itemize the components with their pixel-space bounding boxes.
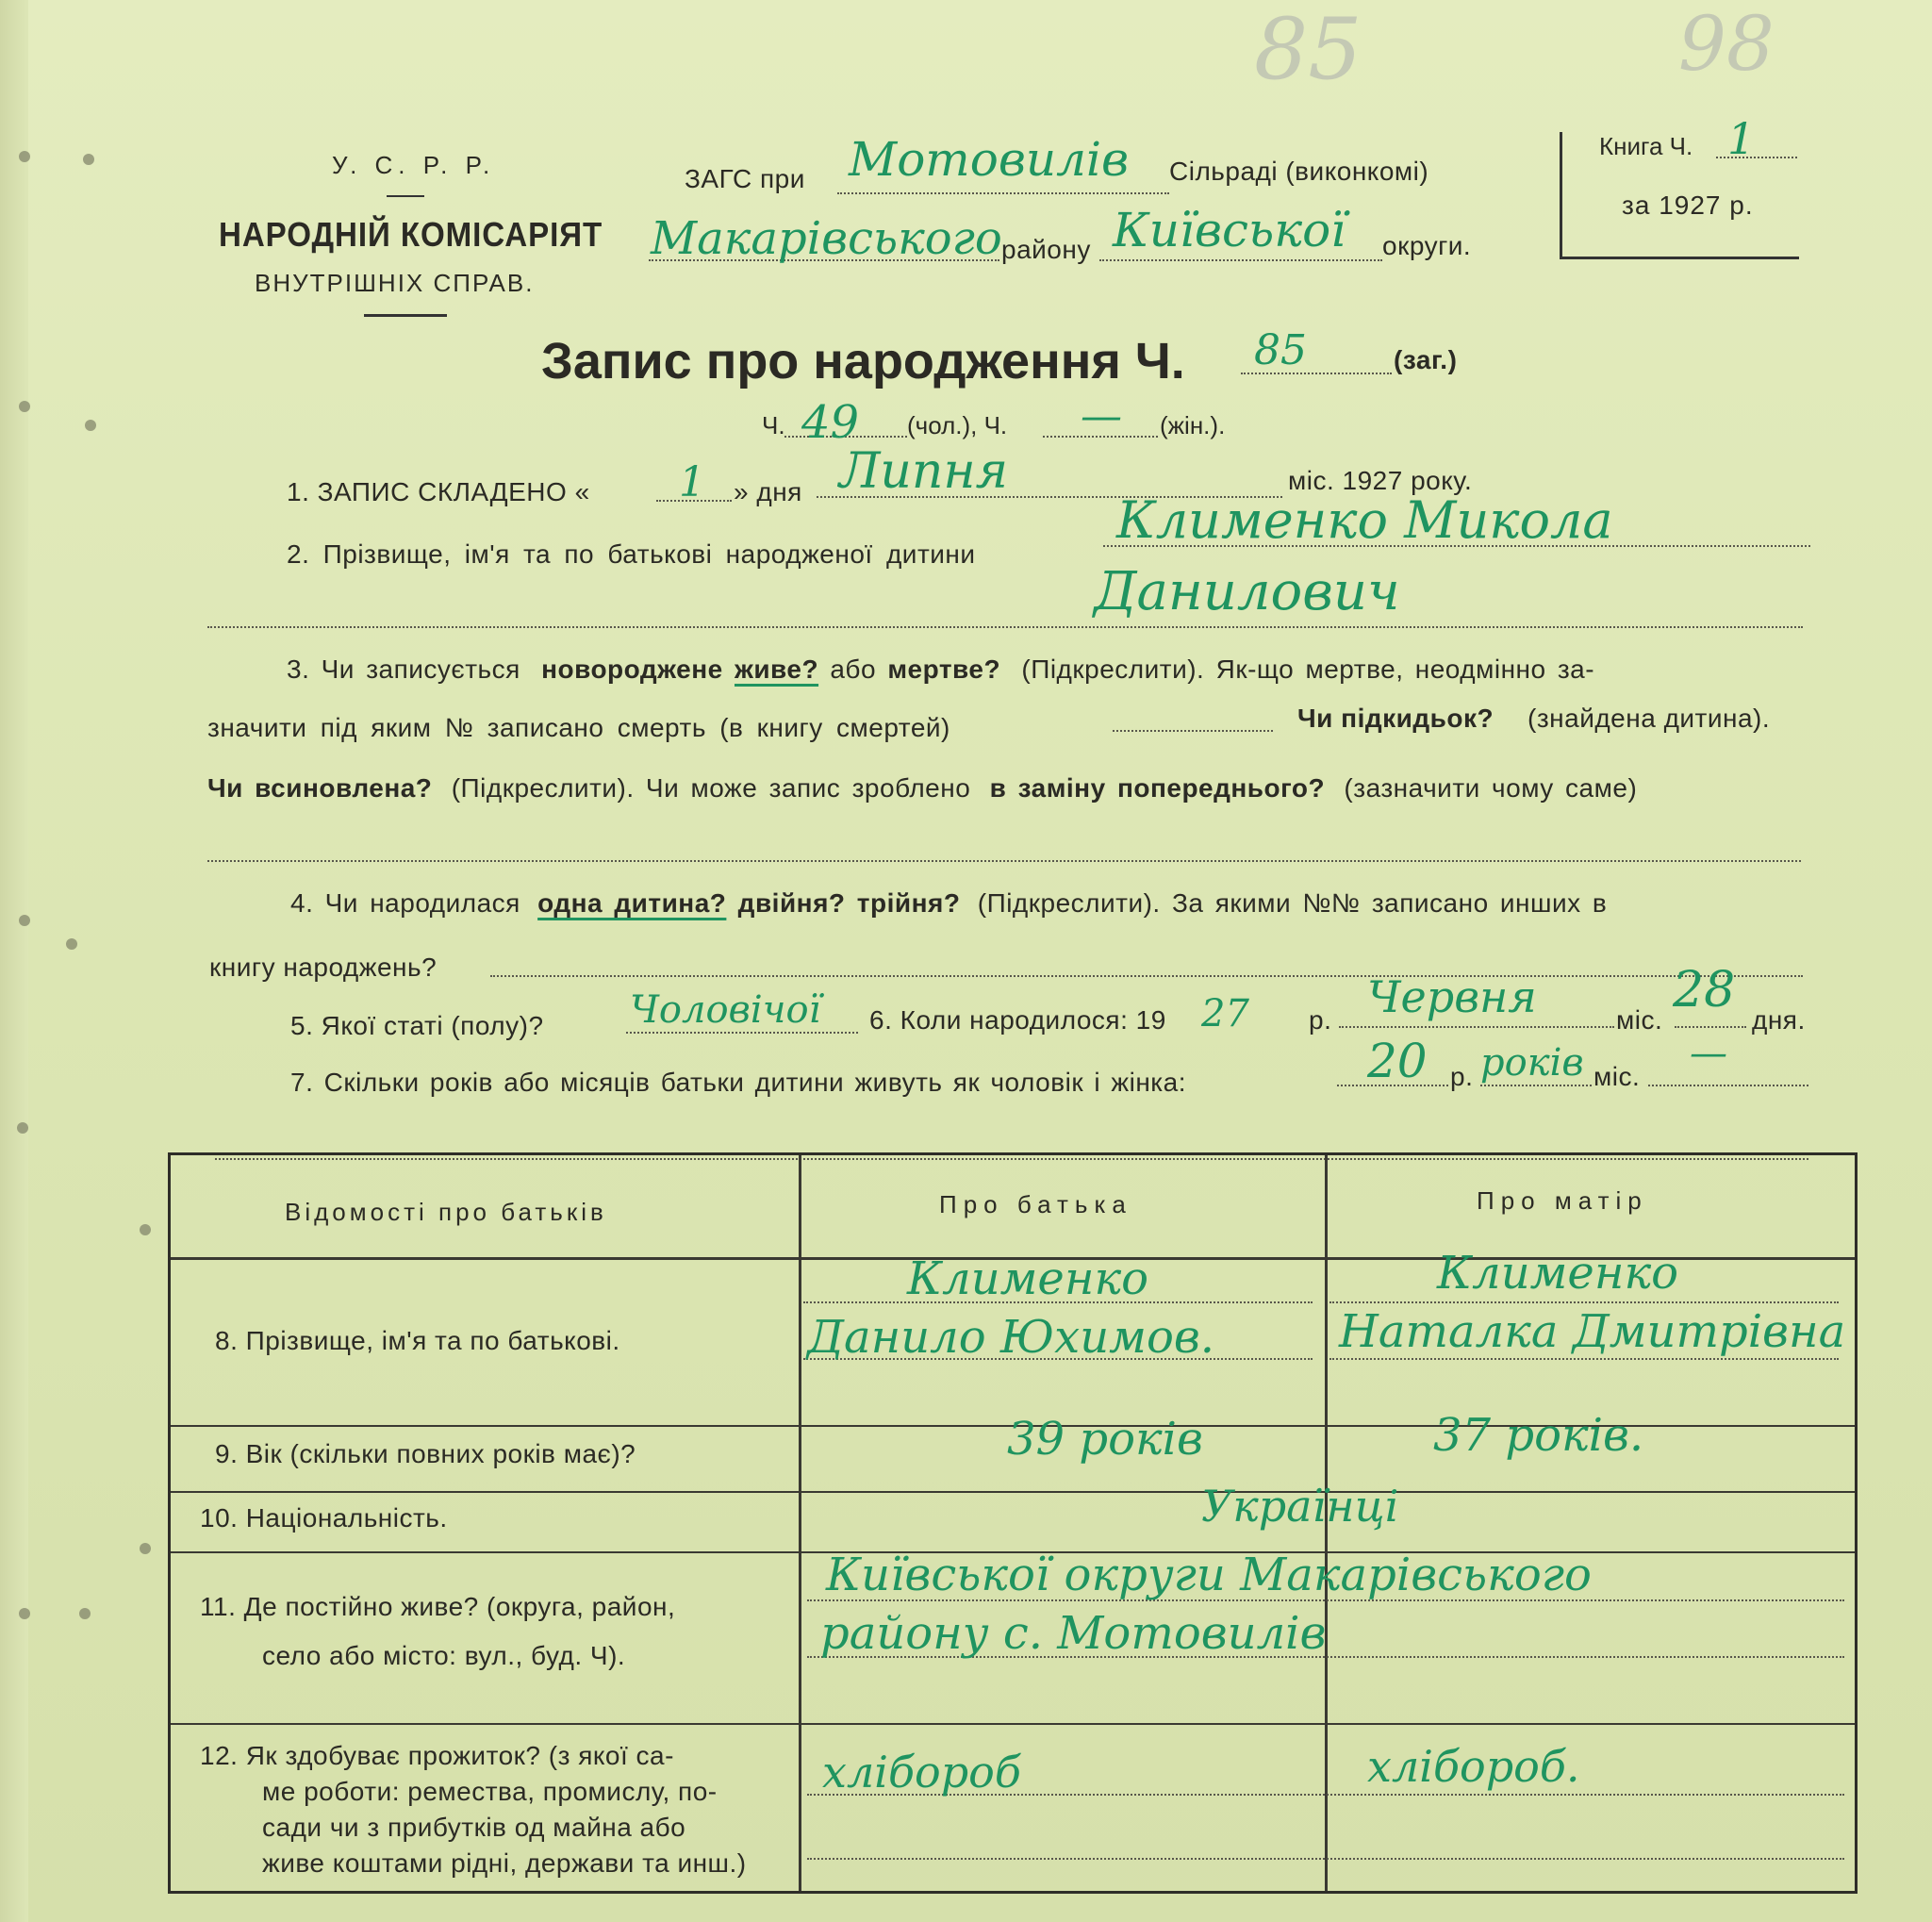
field-6-month-suffix: міс. (1616, 1005, 1663, 1035)
field-3-line-1: 3. Чи записується новороджене живе? або мертве? (Підкреслити). Як-що мертве, неодмінно за- (287, 654, 1595, 684)
father-occupation-handwritten: хлібороб (822, 1747, 1021, 1798)
fill-line (1113, 730, 1273, 732)
row-10-label: 10. Національність. (200, 1503, 448, 1533)
divider (364, 314, 447, 317)
table-row-divider (171, 1491, 1855, 1493)
binding-hole (19, 151, 30, 162)
child-name-handwritten-1: Клименко Микола (1116, 490, 1613, 550)
binding-hole (19, 1608, 30, 1619)
field-6-year-suffix: р. (1309, 1005, 1332, 1035)
field-2-label: 2. Прізвище, ім'я та по батькові народженої дитини (287, 539, 976, 569)
title-suffix: (заг.) (1394, 345, 1458, 374)
field-3-line-3: Чи всиновлена? (Підкреслити). Чи може запис зроблено в заміну попереднього? (зазначити чому саме) (207, 773, 1638, 803)
table-header-father: Про батька (939, 1190, 1132, 1218)
district-label: району (1001, 235, 1091, 264)
birth-day-handwritten: 28 (1673, 962, 1736, 1019)
field-7-label: 7. Скільки років або місяців батьки дитини живуть як чоловік і жінка: (290, 1068, 1186, 1097)
field-7-months-suffix: міс. (1593, 1062, 1641, 1091)
field-6-label: 6. Коли народилося: 19 (869, 1005, 1166, 1035)
okrug-handwritten: Київської (1113, 203, 1346, 257)
sil-radi-label: Сільраді (виконкомі) (1169, 157, 1429, 186)
binding-hole (140, 1224, 151, 1235)
district-handwritten: Макарівського (651, 212, 1002, 265)
table-row-divider (171, 1723, 1855, 1725)
row-8-label: 8. Прізвище, ім'я та по батькові. (215, 1326, 620, 1355)
field-6-day-suffix: дня. (1752, 1005, 1806, 1035)
field-7-years-suffix: р. (1450, 1062, 1474, 1091)
book-number-handwritten: 1 (1727, 113, 1756, 164)
divider (387, 195, 424, 197)
row-12-label-3: сади чи з прибутків од майна або (262, 1813, 686, 1842)
male-label: (чол.), Ч. (907, 411, 1008, 439)
table-header-info: Відомості про батьків (285, 1198, 607, 1226)
row-12-label-4: живе коштами рідні, держави та инш.) (262, 1848, 747, 1878)
field-3-found-child: (знайдена дитина). (1527, 704, 1771, 733)
birth-year-handwritten: 27 (1201, 992, 1249, 1036)
fill-line (490, 975, 1803, 977)
sex-handwritten: Чоловічої (630, 988, 821, 1032)
row-11-label-2: село або місто: вул., буд. Ч). (262, 1641, 626, 1670)
binding-hole (79, 1608, 91, 1619)
page-title: Запис про народження Ч. (541, 333, 1185, 389)
okrug-label: округи. (1382, 231, 1472, 260)
fill-line (1339, 1026, 1614, 1028)
mother-occupation-handwritten: хлібороб. (1367, 1741, 1580, 1792)
republic-label: У. С. Р. Р. (332, 151, 496, 179)
female-number-handwritten: — (1081, 392, 1122, 440)
residence-handwritten-1: Київської округи Макарівського (826, 1549, 1592, 1601)
zags-prefix: ЗАГС при (685, 164, 805, 193)
father-surname-handwritten: Клименко (907, 1252, 1149, 1305)
female-label: (жін.). (1160, 411, 1226, 439)
fill-line (207, 860, 1801, 862)
field-1-end: міс. 1927 року. (1288, 466, 1473, 495)
book-box-border (1560, 132, 1562, 257)
binding-hole (17, 1122, 28, 1134)
field-4-line-2: книгу народжень? (209, 953, 438, 982)
field-1-label: 1. ЗАПИС СКЛАДЕНО « (287, 477, 590, 506)
commissariat-title: НАРОДНІЙ КОМІСАРІЯТ (219, 215, 603, 254)
row-12-label-1: 12. Як здобуває прожиток? (з якої са- (200, 1741, 674, 1770)
fill-line (1329, 1358, 1839, 1360)
binding-hole (66, 938, 77, 950)
field-3-line-2: значити під яким № записано смерть (в книгу смертей) (207, 713, 950, 742)
binding-hole (19, 401, 30, 412)
birth-month-handwritten: Червня (1367, 971, 1537, 1022)
binding-hole (85, 420, 96, 431)
book-year: за 1927 р. (1622, 191, 1754, 220)
mother-age-handwritten: 37 років. (1433, 1409, 1644, 1462)
field-1-mid: » дня (734, 477, 802, 506)
fill-line (1648, 1085, 1808, 1086)
fill-line (837, 192, 1169, 194)
field-3-foundling: Чи підкидьок? (1297, 704, 1494, 733)
table-column-divider (799, 1155, 801, 1891)
nationality-handwritten: Українці (1201, 1481, 1399, 1532)
archive-page-number: 85 (1254, 0, 1362, 99)
residence-handwritten-2: району с. Мотовилів (820, 1607, 1327, 1660)
row-12-label-2: ме роботи: ремества, промислу, по- (262, 1777, 718, 1806)
subtitle-prefix: Ч. (762, 411, 785, 439)
fill-line (207, 626, 1803, 628)
book-box-border (1560, 257, 1799, 259)
mother-name-handwritten: Наталка Дмитрівна (1339, 1305, 1846, 1358)
binding-hole (83, 154, 94, 165)
fill-line (626, 1032, 858, 1034)
field-4-line-1: 4. Чи народилася одна дитина? двійня? трійня? (Підкреслити). За якими №№ записано инших в (290, 888, 1608, 918)
field-5-label: 5. Якої статі (полу)? (290, 1011, 544, 1040)
field-1-day-handwritten: 1 (679, 458, 705, 506)
fill-line (807, 1858, 1844, 1860)
binding-hole (19, 915, 30, 926)
table-header-mother: Про матір (1477, 1186, 1648, 1215)
row-9-label: 9. Вік (скільки повних років має)? (215, 1439, 636, 1468)
archive-page-number: 98 (1678, 0, 1775, 88)
father-age-handwritten: 39 років (1007, 1413, 1203, 1466)
binding-hole (140, 1543, 151, 1554)
father-name-handwritten: Данило Юхимов. (807, 1311, 1215, 1364)
row-11-label-1: 11. Де постійно живе? (округа, район, (200, 1592, 676, 1621)
department-label: ВНУТРІШНІХ СПРАВ. (255, 269, 535, 297)
book-label: Книга Ч. (1599, 132, 1693, 160)
fill-line (1675, 1026, 1746, 1028)
village-council-handwritten: Мотовилів (849, 132, 1130, 187)
record-number-handwritten: 85 (1254, 326, 1307, 374)
mother-surname-handwritten: Клименко (1437, 1247, 1679, 1300)
fill-line (1329, 1301, 1839, 1303)
marriage-years-word-handwritten: років (1480, 1041, 1584, 1085)
marriage-years-handwritten: 20 (1367, 1034, 1428, 1088)
paper-edge (0, 0, 28, 1922)
field-1-month-handwritten: Липня (839, 443, 1009, 500)
fill-line (1480, 1085, 1592, 1086)
marriage-months-handwritten: — (1690, 1032, 1727, 1075)
fill-line (1099, 259, 1382, 261)
child-name-handwritten-2: Данилович (1094, 561, 1400, 622)
male-number-handwritten: 49 (801, 396, 860, 449)
